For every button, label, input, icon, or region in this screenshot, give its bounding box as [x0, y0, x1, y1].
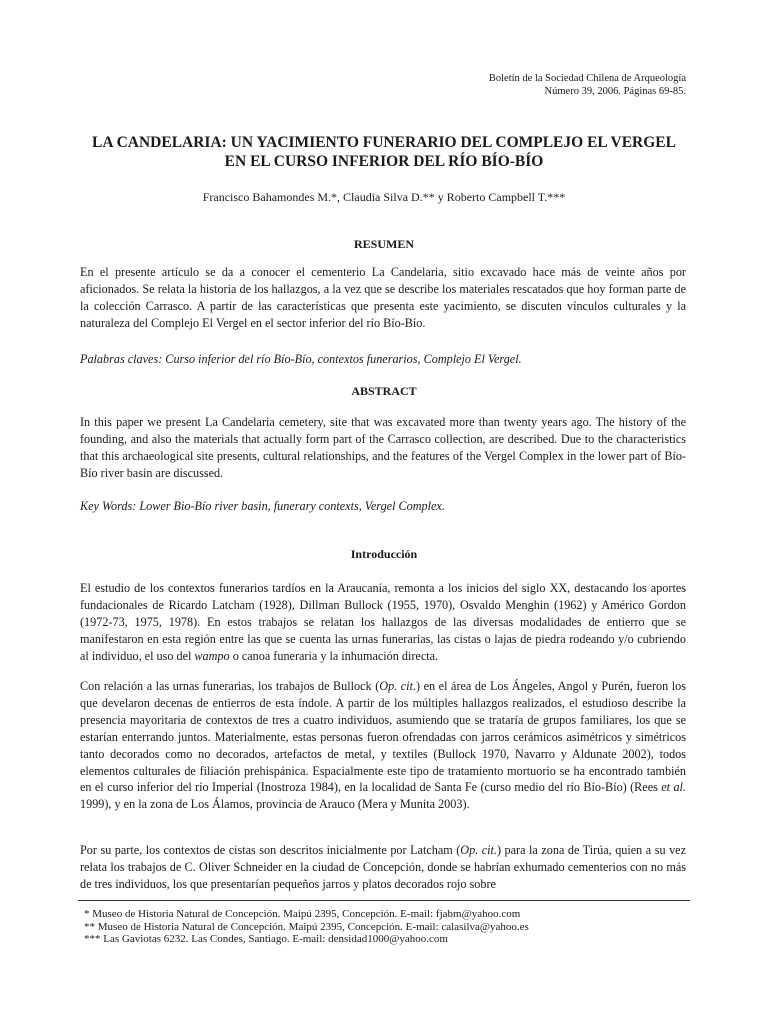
intro-p3-italic: Op. cit. — [460, 843, 497, 857]
intro-p3-text-b: ) para la zona de Tirúa, quien a su vez relata los trabajos de C. Oliver Schneider en la ciudad de Concepción, donde se habrían exhumado cementerios con no más de tres individuos, los que presentarían pequeños jarros y platos decorados rojo sobre — [80, 843, 686, 891]
intro-p3-text-a: Por su parte, los contextos de cistas son descritos inicialmente por Latcham ( — [80, 843, 461, 857]
intro-p1-text-a: El estudio de los contextos funerarios tardíos en la Araucanía, remonta a los inicios del siglo XX, destacando los aportes fundacionales de Ricardo Latcham (1928), Dillman Bullock (1955, 1970), Osvaldo Menghin (1962) y Américo Gordon (1972-73, 1975, 1978). En estos trabajos se relatan los hallazgos de las diversas modalidades de entierro que se manifestaron en esta región entre las que se cuenta las urnas funerarias, las cistas o lajas de piedra rodeando y/o cubriendo al individuo, el uso del — [80, 581, 686, 663]
footnotes — [84, 908, 529, 946]
title-line-2: EN EL CURSO INFERIOR DEL RÍO BÍO-BÍO — [224, 153, 544, 170]
intro-p2-text-b: ) en el área de Los Ángeles, Angol y Purén, fueron los que develaron decenas de entierros de esta índole. A partir de los múltiples hallazgos realizados, el estudioso describe la presencia mayoritaria de contextos de tres a cuatro individuos, asumiendo que se trataría de grupos familiares, los que se estarían enterrando juntos. Materialmente, estas personas fueron ofrendadas con jarros cerámicos asimétricos y simétricos tanto decorados como no decorados, artefactos de metal, y textiles (Bullock 1970, Navarro y Aldunate 2002), todos elementos culturales de filiación prehispánica. Espacialmente este tipo de tratamiento mortuorio se ha encontrado también en el curso inferior del río Imperial (Inostroza 1984), en la localidad de Santa Fe (curso medio del río Bío-Bío) (Rees — [80, 679, 686, 795]
intro-p1-text-b: o canoa funeraria y la inhumación directa. — [229, 648, 439, 663]
journal-header — [489, 72, 686, 98]
article-title — [60, 133, 708, 171]
footnote-1: * Museo de Historia Natural de Concepción. Maipú 2395, Concepción. E-mail: fjabm@yahoo.com — [84, 908, 521, 920]
abstract-text: In this paper we present La Candelaria cemetery, site that was excavated more than twenty years ago. The history of the founding, and also the materials that actually form part of the Carrasco collection, are described. Due to the characteristics that this archaeological site presents, cultural relationships, and the features of the Vergel Complex in the lower part of Bío- Bío river basin are discussed. — [80, 415, 686, 480]
intro-paragraph-2 — [80, 678, 686, 813]
authors: Francisco Bahamondes M.*, Claudia Silva D.** y Roberto Campbell T.*** — [202, 190, 566, 204]
abstract-keywords-list: : Lower Bio-Bío river basin, funerary contexts, Vergel Complex. — [132, 499, 445, 513]
footnote-2: ** Museo de Historia Natural de Concepción. Maipú 2395, Concepción. E-mail: calasilva@yahoo.es — [84, 920, 529, 933]
intro-p2-italic-1: Op. cit. — [379, 679, 416, 693]
abstract-keywords-label: Key Words — [80, 499, 133, 513]
intro-paragraph-1 — [80, 580, 686, 665]
intro-p2-text-c: 1999), y en la zona de Los Álamos, provincia de Arauco (Mera y Munita 2003). — [80, 797, 470, 812]
footnote-divider — [78, 900, 690, 901]
resumen-text: En el presente artículo se da a conocer el cementerio La Candelaria, sitio excavado hace más de veinte años por aficionados. Se relata la historia de los hallazgos, a la vez que se describe los materiales rescatados que hoy forman parte de la colección Carrasco. A partir de las características que presenta este yacimiento, se discuten vínculos culturales y la naturaleza del Complejo El Vergel en el sector inferior del río Bío-Bío. — [80, 265, 686, 330]
journal-issue: Número 39, 2006. Páginas 69-85. — [544, 86, 686, 97]
intro-paragraph-3 — [80, 842, 686, 893]
abstract-heading: ABSTRACT — [351, 384, 417, 398]
abstract-keywords — [80, 498, 686, 515]
intro-heading: Introducción — [350, 547, 418, 561]
resumen-keywords — [80, 351, 686, 368]
intro-p2-text-a: Con relación a las urnas funerarias, los trabajos de Bullock ( — [80, 679, 380, 693]
footnote-3: *** Las Gaviotas 6232. Las Condes, Santiago. E-mail: densidad1000@yahoo.com — [84, 933, 448, 945]
intro-p1-italic: wampo — [194, 648, 230, 663]
journal-name: Boletín de la Sociedad Chilena de Arqueología — [488, 73, 686, 84]
resumen-keywords-list: : Curso inferior del río Bío-Bío, contextos funerarios, Complejo El Vergel. — [158, 352, 522, 366]
intro-p2-italic-2: et al. — [661, 780, 686, 795]
resumen-keywords-label: Palabras claves — [80, 352, 159, 366]
title-line-1: LA CANDELARIA: UN YACIMIENTO FUNERARIO DEL COMPLEJO EL VERGEL — [92, 134, 676, 151]
resumen-heading: RESUMEN — [353, 237, 414, 251]
